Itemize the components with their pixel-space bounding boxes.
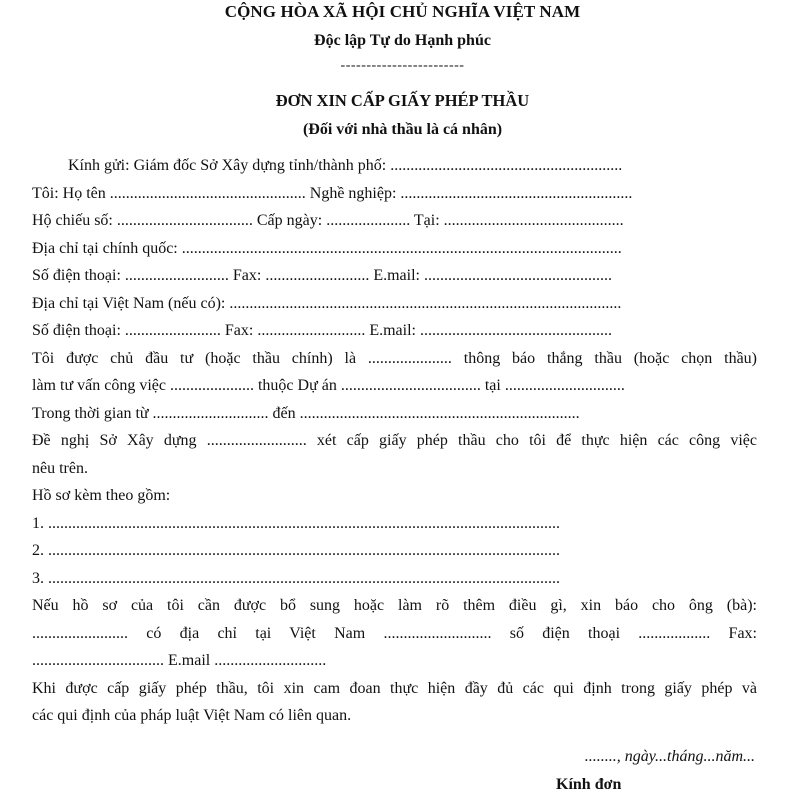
line-request-cont: nêu trên. [32,459,88,477]
line-commitment-cont: các qui định của pháp luật Việt Nam có liên quan. [32,707,352,724]
heading-separator: ------------------------ [340,58,465,73]
line-home-address: Địa chỉ tại chính quốc: .............................................................................................................. [32,239,622,257]
line-request: Đề nghị Sở Xây dựng ......................... xét cấp giấy phép thầu cho tôi để thực hiện các công việc [32,432,757,449]
line-attachments-heading: Hồ sơ kèm theo gồm: [32,487,171,504]
line-vn-address: Địa chỉ tại Việt Nam (nếu có): .................................................................................................. [32,294,622,312]
line-attachment-1: 1. ................................................................................................................................ [32,514,560,532]
line-vn-contact: Số điện thoại: ........................ Fax: ........................... E.mail: ................................................ [32,322,612,339]
signature-closing: Kính đơn [556,776,622,793]
form-title: ĐƠN XIN CẤP GIẤY PHÉP THẦU [275,91,530,110]
line-recipient: Kính gửi: Giám đốc Sở Xây dựng tỉnh/thành phố: .......................................................... [68,157,623,174]
line-investor: Tôi được chủ đầu tư (hoặc thầu chính) là ..................... thông báo thắng thầu (hoặc chọn thầu) [32,349,757,367]
line-name-occupation: Tôi: Họ tên ................................................. Nghề nghiệp: .......................................................... [32,184,633,202]
line-commitment: Khi được cấp giấy phép thầu, tôi xin cam đoan thực hiện đầy đủ các qui định trong giấy phép và [32,679,757,697]
motto-heading: Độc lập Tự do Hạnh phúc [314,32,491,49]
line-attachment-2: 2. ................................................................................................................................ [32,542,560,559]
nation-heading: CỘNG HÒA XÃ HỘI CHỦ NGHĨA VIỆT NAM [224,2,581,21]
form-body [32,152,757,730]
line-notice: Nếu hồ sơ của tôi cần được bổ sung hoặc làm rõ thêm điều gì, xin báo cho ông (bà): [32,597,757,614]
line-notice-contact: ........................ có địa chỉ tại Việt Nam ........................... số điện thoại .................. Fax: [32,624,757,642]
line-passport: Hộ chiếu số: .................................. Cấp ngày: ..................... Tại: ............................................. [32,212,624,229]
line-consulting: làm tư vấn công việc ..................... thuộc Dự án ................................... tại .............................. [32,377,625,394]
line-attachment-3: 3. ................................................................................................................................ [32,569,560,587]
line-notice-email: ................................. E.mail ............................ [32,652,327,669]
line-duration: Trong thời gian từ ............................. đến ...................................................................... [32,404,580,422]
form-subtitle: (Đối với nhà thầu là cá nhân) [302,121,503,138]
line-home-contact: Số điện thoại: .......................... Fax: .......................... E.mail: ............................................... [32,267,612,284]
signature-date: ........, ngày...tháng...năm... [584,748,755,765]
